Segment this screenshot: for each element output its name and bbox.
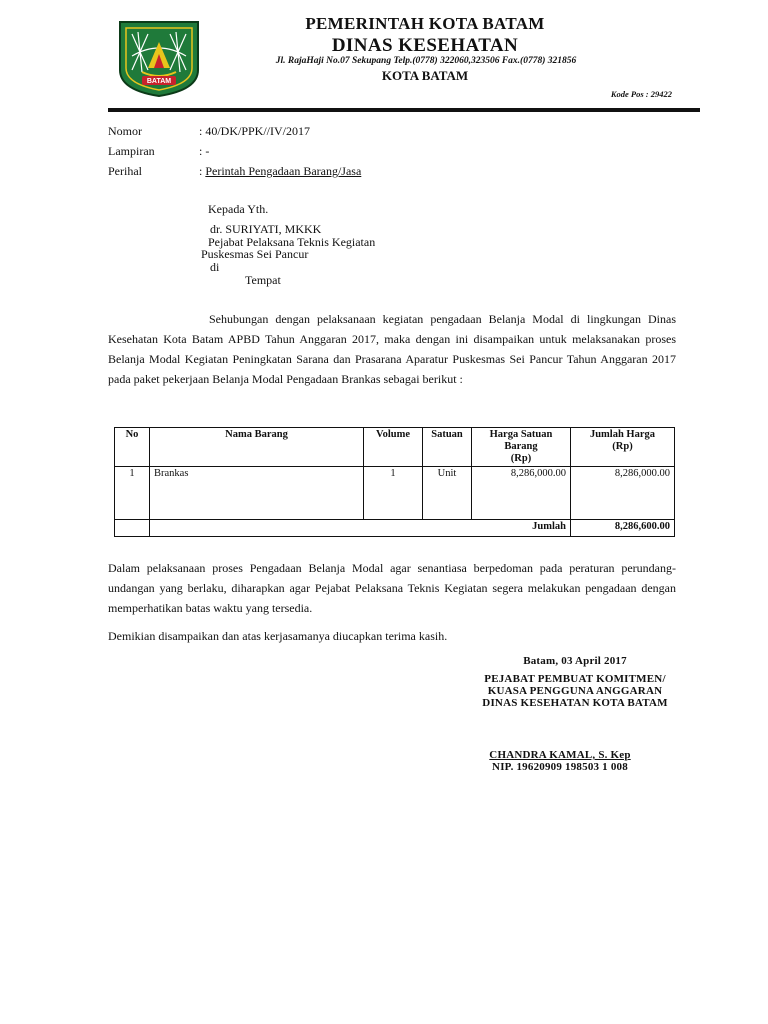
table-row bbox=[115, 467, 675, 520]
col-jumlah-line1: Jumlah Harga bbox=[589, 429, 656, 440]
col-harga-line3: (Rp) bbox=[510, 453, 532, 464]
total-empty-cell bbox=[115, 520, 150, 537]
perihal-colon: : bbox=[199, 164, 206, 178]
col-harga-line2: Barang bbox=[504, 441, 538, 452]
table-header-row bbox=[115, 428, 675, 467]
row-satuan: Unit bbox=[423, 467, 472, 520]
row-no: 1 bbox=[115, 467, 150, 520]
recipient-position: Pejabat Pelaksana Teknis Kegiatan bbox=[208, 235, 376, 249]
recipient-greeting: Kepada Yth. bbox=[208, 202, 269, 216]
row-harga: 8,286,000.00 bbox=[472, 467, 571, 520]
total-label: Jumlah bbox=[150, 520, 571, 537]
signatory-name: CHANDRA KAMAL, S. Kep bbox=[489, 749, 631, 761]
row-volume: 1 bbox=[364, 467, 423, 520]
signatory-nip: NIP. 19620909 198503 1 008 bbox=[492, 761, 628, 773]
letterhead-city: KOTA BATAM bbox=[381, 68, 469, 83]
body-paragraph-1: Sehubungan dengan pelaksanaan kegiatan pengadaan Belanja Modal di lingkungan Dinas Kesehatan Kota Batam APBD Tahun Anggaran 2017, maka dengan ini disampaikan untuk melaksanakan proses Belanja Modal Kegiatan Peningkatan Sarana dan Prasarana Aparatur Puskesmas Sei Pancur Tahun Anggaran 2017 pada paket pekerjaan Belanja Modal Pengadaan Brankas sebagai berikut : bbox=[108, 312, 676, 386]
nomor-label: Nomor bbox=[108, 124, 142, 138]
col-satuan: Satuan bbox=[423, 428, 472, 467]
col-jumlah-harga bbox=[571, 428, 675, 467]
table-total-row bbox=[115, 520, 675, 537]
body-paragraph-2: Dalam pelaksanaan proses Pengadaan Belanja Modal agar senantiasa berpedoman pada peraturan perundang-undangan yang berlaku, diharapkan agar Pejabat Pelaksana Teknis Kegiatan segera melakukan pengadaan dengan memperhatikan batas waktu yang tersedia. bbox=[108, 561, 676, 615]
signature-title-3: DINAS KESEHATAN KOTA BATAM bbox=[482, 697, 668, 709]
col-no: No bbox=[115, 428, 150, 467]
recipient-place: Tempat bbox=[245, 273, 281, 287]
letterhead-agency: DINAS KESEHATAN bbox=[331, 35, 519, 56]
signature-title-2: KUASA PENGGUNA ANGGARAN bbox=[487, 685, 663, 697]
signature-title-1: PEJABAT PEMBUAT KOMITMEN/ bbox=[484, 673, 666, 685]
col-harga-line1: Harga Satuan bbox=[489, 429, 553, 440]
batam-city-logo bbox=[118, 20, 200, 98]
recipient-name: dr. SURIYATI, MKKK bbox=[210, 222, 322, 236]
postal-code: Kode Pos : 29422 bbox=[610, 89, 672, 99]
logo-text: BATAM bbox=[146, 78, 172, 85]
signature-place-date: Batam, 03 April 2017 bbox=[523, 655, 627, 667]
perihal-subject: Perintah Pengadaan Barang/Jasa bbox=[205, 164, 362, 178]
recipient-di: di bbox=[210, 260, 220, 274]
perihal-value bbox=[199, 164, 361, 179]
recipient-office: Puskesmas Sei Pancur bbox=[201, 247, 309, 261]
col-nama-barang: Nama Barang bbox=[150, 428, 364, 467]
procurement-table bbox=[114, 427, 675, 537]
row-nama: Brankas bbox=[150, 467, 364, 520]
col-volume: Volume bbox=[364, 428, 423, 467]
letterhead-address: Jl. RajaHaji No.07 Sekupang Telp.(0778) 322060,323506 Fax.(0778) 321856 bbox=[275, 56, 577, 66]
body-paragraph-3: Demikian disampaikan dan atas kerjasamanya diucapkan terima kasih. bbox=[108, 629, 448, 643]
row-jumlah: 8,286,000.00 bbox=[571, 467, 675, 520]
perihal-label: Perihal bbox=[108, 164, 142, 178]
col-harga-satuan bbox=[472, 428, 571, 467]
letterhead-government: PEMERINTAH KOTA BATAM bbox=[305, 14, 545, 33]
letterhead-divider bbox=[108, 108, 700, 112]
total-value: 8,286,600.00 bbox=[571, 520, 675, 537]
lampiran-value: : - bbox=[199, 144, 210, 158]
col-jumlah-line2: (Rp) bbox=[612, 441, 633, 452]
nomor-value: : 40/DK/PPK//IV/2017 bbox=[199, 124, 311, 138]
lampiran-label: Lampiran bbox=[108, 144, 155, 158]
